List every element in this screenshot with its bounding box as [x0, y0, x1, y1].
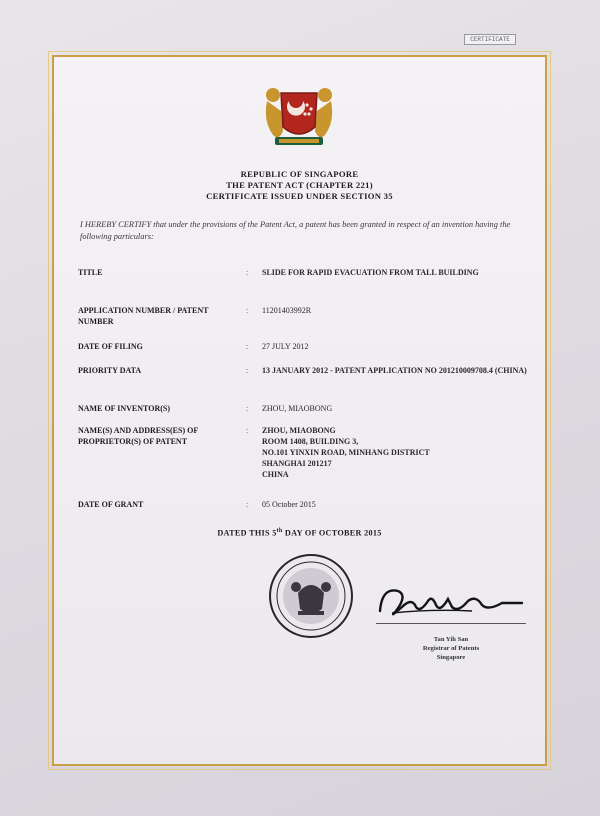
field-label: NAME OF INVENTOR(S): [78, 404, 171, 413]
field-label: DATE OF FILING: [78, 342, 143, 351]
field-label: DATE OF GRANT: [78, 500, 144, 509]
proprietor-line: ROOM 1408, BUILDING 3,: [262, 437, 359, 446]
signature-line: [376, 623, 526, 624]
proprietor-line: NO.101 YINXIN ROAD, MINHANG DISTRICT: [262, 448, 430, 457]
official-seal-icon: [268, 553, 354, 639]
field-label: NAME(S) AND ADDRESS(ES) OF PROPRIETOR(S) OF PATENT: [78, 426, 198, 446]
dated-suffix: th: [276, 528, 283, 534]
certify-statement: I HEREBY CERTIFY that under the provisions of the Patent Act, a patent has been granted in respect of an invention having the following particulars:: [80, 220, 511, 241]
signatory-name: Tan Yih San: [433, 636, 469, 643]
field-value: 13 JANUARY 2012 - PATENT APPLICATION NO 201210009708.4 (CHINA): [262, 366, 527, 375]
field-value: 05 October 2015: [262, 500, 316, 509]
signatory-title: Registrar of Patents: [422, 645, 480, 652]
proprietor-line: ZHOU, MIAOBONG: [262, 426, 336, 435]
header-line-3: CERTIFICATE ISSUED UNDER SECTION 35: [206, 191, 393, 201]
field-label: APPLICATION NUMBER / PATENT NUMBER: [78, 306, 209, 326]
field-value: SLIDE FOR RAPID EVACUATION FROM TALL BUILDING: [262, 268, 479, 277]
header-line-2: THE PATENT ACT (CHAPTER 221): [226, 180, 373, 190]
field-colon: :: [246, 500, 249, 509]
coat-of-arms-icon: [259, 71, 339, 151]
field-colon: :: [246, 426, 249, 435]
field-value: 27 JULY 2012: [262, 342, 309, 351]
signature-icon: [372, 573, 532, 623]
signatory-place: Singapore: [436, 654, 466, 661]
field-label: PRIORITY DATA: [78, 366, 142, 375]
document-tag: CERTIFICATE: [464, 34, 516, 45]
field-value: ZHOU, MIAOBONG: [262, 404, 333, 413]
field-colon: :: [246, 342, 249, 351]
proprietor-line: CHINA: [262, 470, 289, 479]
proprietor-line: SHANGHAI 201217: [262, 459, 332, 468]
field-label: TITLE: [78, 268, 103, 277]
certificate-sheet: [52, 55, 547, 766]
field-colon: :: [246, 366, 249, 375]
field-value: 11201403992R: [262, 306, 312, 315]
field-value: [262, 425, 532, 480]
dated-post: DAY OF OCTOBER 2015: [282, 528, 382, 538]
dated-pre: DATED THIS 5: [217, 528, 277, 538]
field-colon: :: [246, 268, 249, 277]
field-colon: :: [246, 306, 249, 315]
field-colon: :: [246, 404, 249, 413]
dated-line: [54, 528, 545, 538]
header-line-1: REPUBLIC OF SINGAPORE: [240, 169, 359, 179]
